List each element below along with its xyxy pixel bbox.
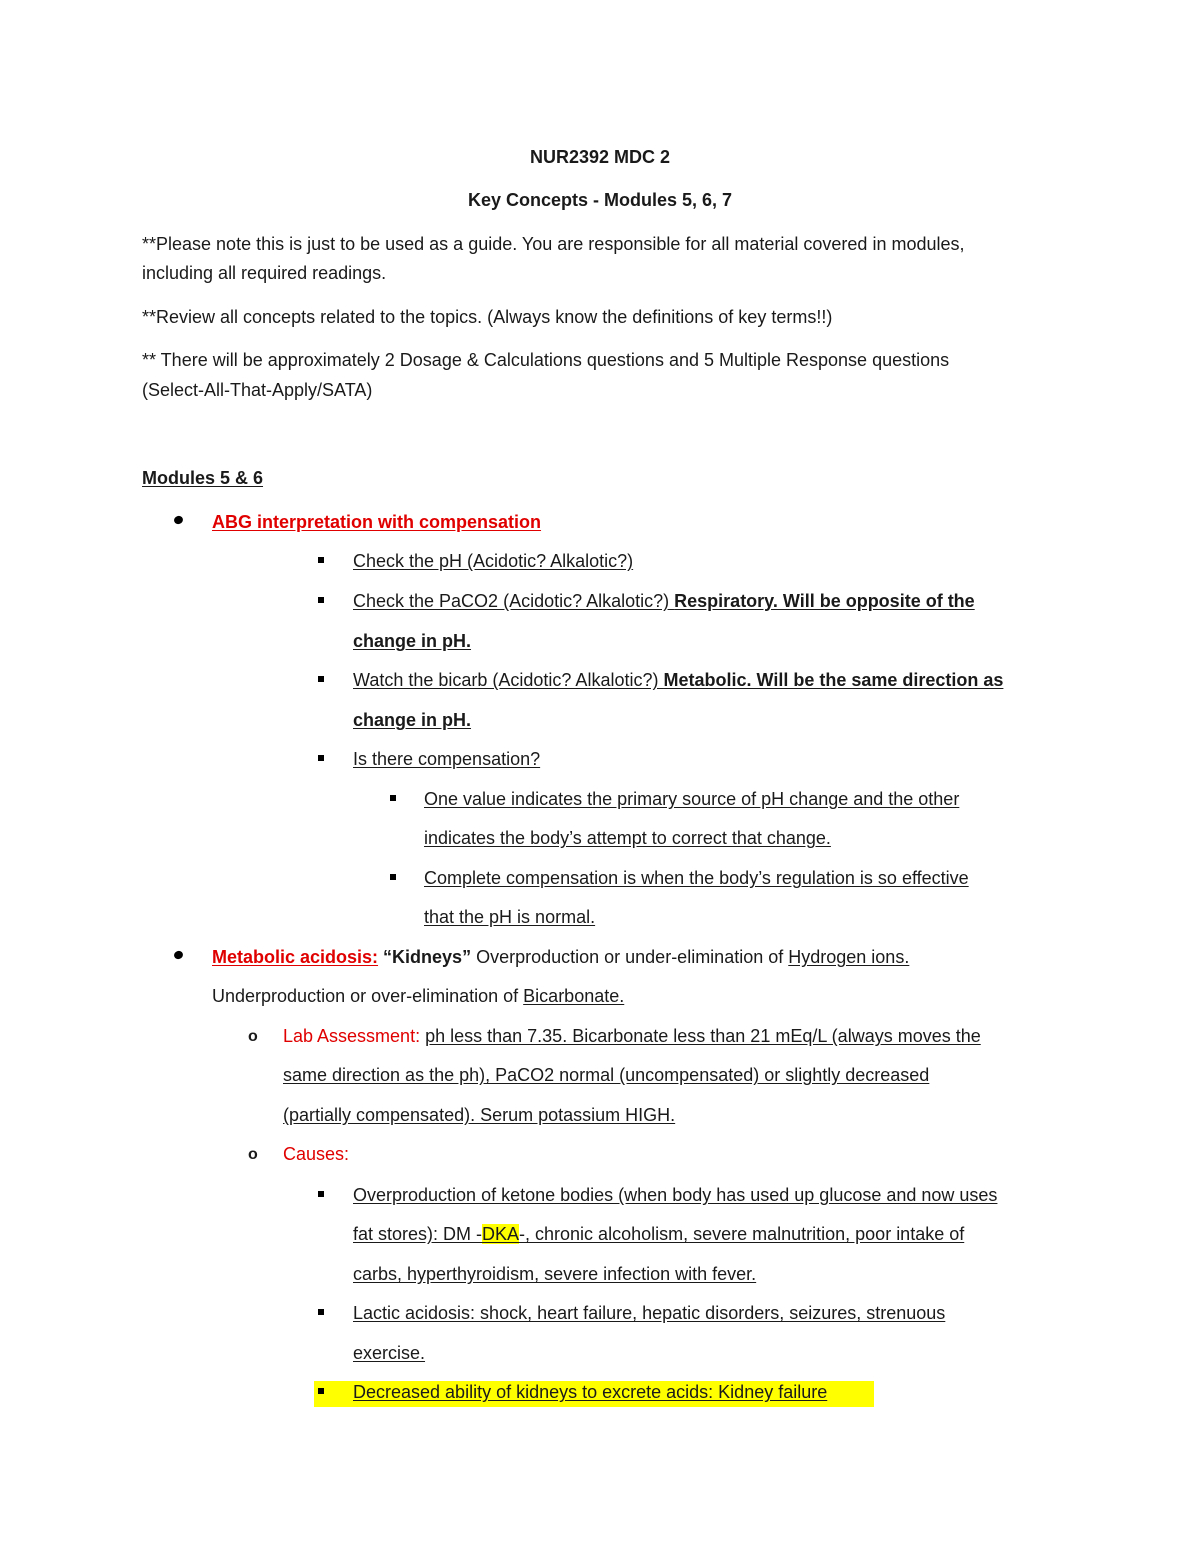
bullet-icon — [173, 515, 184, 526]
cause-lactic-line1: Lactic acidosis: shock, heart failure, hepatic disorders, seizures, strenuous — [353, 1303, 946, 1323]
metabolic-acidosis-definition — [212, 946, 909, 968]
abg-check-ph: Check the pH (Acidotic? Alkalotic?) — [353, 551, 634, 571]
abg-watch-bicarb-text: Watch the bicarb (Acidotic? Alkalotic?) — [353, 670, 664, 690]
lab-assessment-line2: same direction as the ph), PaCO2 normal (uncompensated) or slightly decreased — [283, 1065, 930, 1085]
cause-ketone-text-a: fat stores): DM - — [353, 1224, 483, 1244]
square-bullet-icon — [390, 795, 396, 801]
note-review: **Review all concepts related to the topics. (Always know the definitions of key terms!!) — [142, 307, 833, 327]
abg-check-paco2-cont: change in pH. — [353, 631, 472, 651]
document-subtitle: Key Concepts - Modules 5, 6, 7 — [467, 190, 733, 210]
abg-compensation-sub1-line2: indicates the body’s attempt to correct that change. — [424, 828, 831, 848]
cause-ketone-line2 — [353, 1223, 964, 1245]
cause-ketone-text-b: -, chronic alcoholism, severe malnutrition, poor intake of — [519, 1224, 965, 1244]
abg-compensation-sub2-line1: Complete compensation is when the body’s regulation is so effective — [424, 868, 969, 888]
abg-watch-bicarb-cont: change in pH. — [353, 710, 472, 730]
abg-watch-bicarb — [353, 669, 1003, 691]
metabolic-acidosis-desc: Overproduction or under-elimination of — [471, 947, 789, 967]
circle-bullet-icon: o — [248, 1146, 258, 1163]
abg-compensation-sub2-line2: that the pH is normal. — [424, 907, 596, 927]
lab-assessment-label: Lab Assessment: — [283, 1026, 421, 1046]
lab-assessment-line1 — [283, 1025, 981, 1047]
hydrogen-ions-term: Hydrogen ions. — [788, 947, 910, 967]
lab-assessment-text1: ph less than 7.35. Bicarbonate less than 21 mEq/L (always moves the — [425, 1026, 981, 1046]
abg-compensation-sub1-line1: One value indicates the primary source of pH change and the other — [424, 789, 960, 809]
abg-check-paco2-bold: Respiratory. Will be opposite of the — [674, 591, 975, 611]
note-guide-line1: **Please note this is just to be used as a guide. You are responsible for all material covered in modules, — [142, 234, 965, 254]
square-bullet-icon — [318, 676, 324, 682]
metabolic-acidosis-desc2: Underproduction or over-elimination of — [212, 986, 524, 1006]
document-title: NUR2392 MDC 2 — [529, 147, 671, 167]
bullet-icon — [173, 950, 184, 961]
note-questions-line2: (Select-All-That-Apply/SATA) — [142, 380, 373, 400]
square-bullet-icon — [390, 874, 396, 880]
square-bullet-icon — [318, 597, 324, 603]
lab-assessment-line3: (partially compensated). Serum potassium HIGH. — [283, 1105, 676, 1125]
square-bullet-icon — [318, 1191, 324, 1197]
abg-watch-bicarb-bold: Metabolic. Will be the same direction as — [663, 670, 1004, 690]
square-bullet-icon — [318, 755, 324, 761]
dka-highlight: DKA — [482, 1224, 520, 1244]
abg-compensation: Is there compensation? — [353, 749, 541, 769]
metabolic-acidosis-heading: Metabolic acidosis: — [212, 947, 379, 967]
causes-label: Causes: — [283, 1144, 350, 1164]
abg-check-paco2-text: Check the PaCO2 (Acidotic? Alkalotic?) — [353, 591, 675, 611]
cause-ketone-line3: carbs, hyperthyroidism, severe infection with fever. — [353, 1264, 757, 1284]
abg-heading: ABG interpretation with compensation — [212, 512, 542, 532]
abg-check-paco2 — [353, 590, 975, 612]
square-bullet-icon — [318, 557, 324, 563]
bicarbonate-term: Bicarbonate. — [523, 986, 625, 1006]
section-heading: Modules 5 & 6 — [142, 468, 264, 488]
cause-lactic-line2: exercise. — [353, 1343, 426, 1363]
note-questions-line1: ** There will be approximately 2 Dosage & Calculations questions and 5 Multiple Response questions — [142, 350, 950, 370]
square-bullet-icon — [318, 1309, 324, 1315]
kidneys-label: “Kidneys” — [378, 947, 472, 967]
metabolic-acidosis-definition-2 — [212, 985, 624, 1007]
note-guide-line2: including all required readings. — [142, 263, 387, 283]
cause-kidney-failure: Decreased ability of kidneys to excrete acids: Kidney failure — [353, 1382, 828, 1402]
cause-ketone-line1: Overproduction of ketone bodies (when body has used up glucose and now uses — [353, 1185, 998, 1205]
square-bullet-icon — [318, 1388, 324, 1394]
circle-bullet-icon: o — [248, 1028, 258, 1045]
